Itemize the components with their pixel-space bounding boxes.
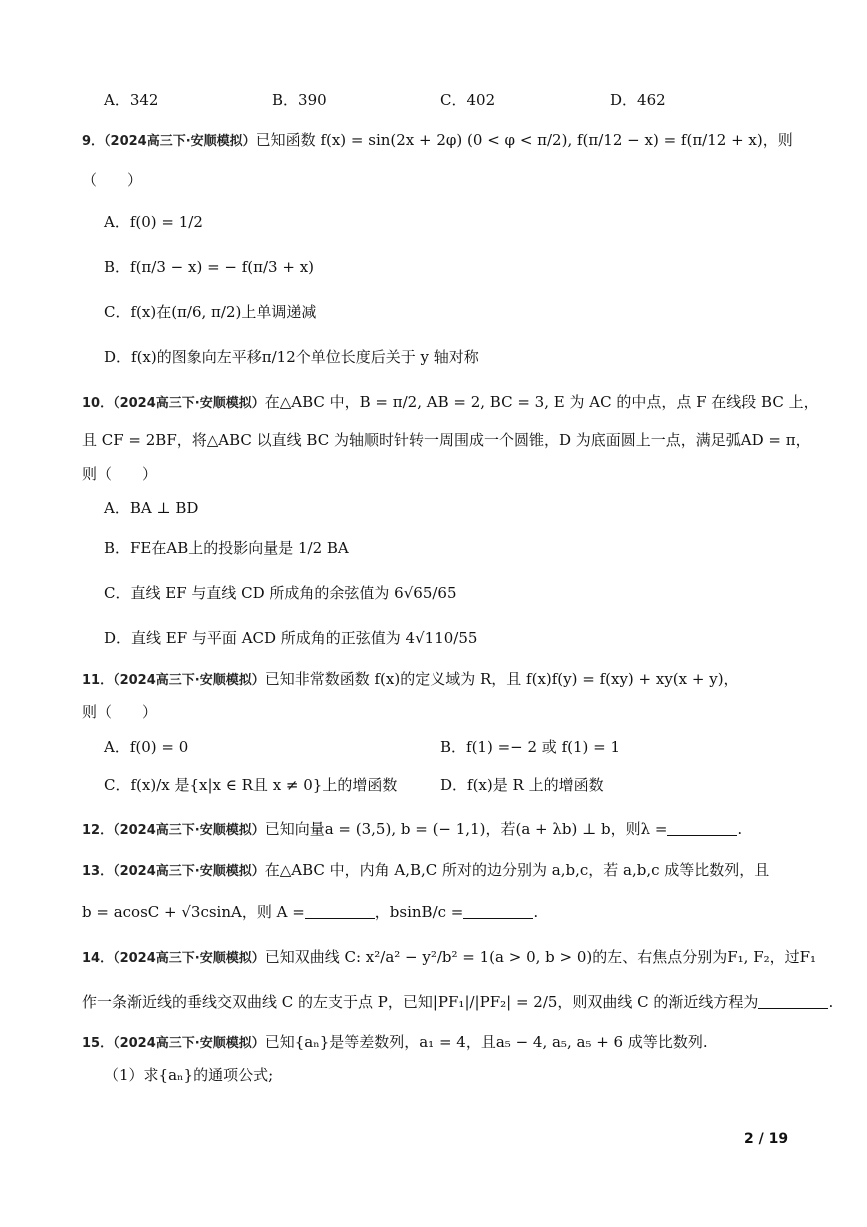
question-source: （2024高三下·安顺模拟） — [113, 673, 265, 688]
question-text: 已知{aₙ}是等差数列，a₁ = 4，且a₅ − 4, a₅, a₅ + 6 成等比数列. — [264, 1033, 708, 1051]
q10-option-c: C．直线 EF 与直线 CD 所成角的余弦值为 6√65/65 — [104, 584, 457, 602]
question-number: 11． — [82, 673, 114, 688]
q9-option-a: A．f(0) = 1/2 — [104, 213, 203, 231]
q9-option-d: D．f(x)的图象向左平移π/12个单位长度后关于 y 轴对称 — [104, 348, 479, 366]
q11-option-b: B．f(1) =− 2 或 f(1) = 1 — [440, 738, 621, 756]
q10-stem-line2: 且 CF = 2BF，将△ABC 以直线 BC 为轴顺时针转一周围成一个圆锥，D 为底面圆上一点，满足弧AD = π， — [82, 431, 811, 449]
question-source: （2024高三下·安顺模拟） — [104, 134, 256, 149]
q9-option-b: B．f(π/3 − x) = − f(π/3 + x) — [104, 258, 315, 276]
question-source: （2024高三下·安顺模拟） — [113, 864, 265, 879]
q10-stem-line1 — [82, 390, 819, 416]
period: . — [828, 993, 834, 1011]
q8-option-a: A．342 — [104, 91, 159, 109]
question-text: 已知双曲线 C: x²/a² − y²/b² = 1(a > 0, b > 0)的左、右焦点分别为F₁, F₂，过F₁ — [264, 948, 817, 966]
question-number: 10． — [82, 396, 114, 411]
page-number: 2 / 19 — [744, 1131, 789, 1147]
question-source: （2024高三下·安顺模拟） — [113, 823, 265, 838]
q11-stem-line2: 则（ ） — [82, 703, 158, 721]
question-source: （2024高三下·安顺模拟） — [113, 1036, 265, 1051]
answer-blank[interactable] — [758, 992, 828, 1009]
q10-option-d: D．直线 EF 与平面 ACD 所成角的正弦值为 4√110/55 — [104, 629, 478, 647]
question-number: 13． — [82, 864, 114, 879]
question-source: （2024高三下·安顺模拟） — [113, 396, 265, 411]
question-text: 在△ABC 中，内角 A,B,C 所对的边分别为 a,b,c，若 a,b,c 成等比数列，且 — [264, 861, 770, 879]
q11-option-a: A．f(0) = 0 — [104, 738, 189, 756]
q8-option-c: C．402 — [440, 91, 496, 109]
q8-option-d: D．462 — [610, 91, 666, 109]
q13-stem-line2 — [82, 900, 538, 924]
q15-subquestion-1: （1）求{aₙ}的通项公式; — [104, 1066, 274, 1084]
question-text: 已知非常数函数 f(x)的定义域为 R，且 f(x)f(y) = f(xy) + xy(x + y)， — [264, 670, 739, 688]
question-text: 作一条渐近线的垂线交双曲线 C 的左支于点 P，已知|PF₁|/|PF₂| = 2/5，则双曲线 C 的渐近线方程为 — [82, 993, 759, 1011]
question-number: 15． — [82, 1036, 114, 1051]
answer-blank-1[interactable] — [305, 902, 375, 919]
q8-option-b: B．390 — [272, 91, 327, 109]
question-text: ，bsinB/c = — [374, 903, 464, 921]
q10-option-b: B．FE在AB上的投影向量是 1/2 BA — [104, 539, 349, 557]
q14-stem-line2 — [82, 990, 833, 1014]
q14-stem-line1 — [82, 945, 816, 971]
question-text: 已知向量a = (3,5), b = (− 1,1)，若(a + λb) ⊥ b，则λ = — [264, 820, 668, 838]
question-number: 14． — [82, 951, 114, 966]
q13-stem-line1 — [82, 858, 769, 884]
q10-stem-line3: 则（ ） — [82, 465, 158, 483]
answer-paren: （ ） — [82, 171, 143, 189]
question-text: b = acosC + √3csinA，则 A = — [82, 903, 305, 921]
question-text: 在△ABC 中，B = π/2, AB = 2, BC = 3, E 为 AC 的中点，点 F 在线段 BC 上， — [264, 393, 819, 411]
q9-stem — [82, 128, 793, 154]
period: . — [533, 903, 539, 921]
q11-option-d: D．f(x)是 R 上的增函数 — [440, 776, 604, 794]
answer-blank[interactable] — [667, 819, 737, 836]
q11-option-c: C．f(x)/x 是{x|x ∈ R且 x ≠ 0}上的增函数 — [104, 776, 398, 794]
question-source: （2024高三下·安顺模拟） — [113, 951, 265, 966]
q10-option-a: A．BA ⊥ BD — [104, 499, 199, 517]
answer-blank-2[interactable] — [463, 902, 533, 919]
q15-stem — [82, 1030, 708, 1056]
q9-option-c: C．f(x)在(π/6, π/2)上单调递减 — [104, 303, 317, 321]
period: . — [737, 820, 743, 838]
question-text: 已知函数 f(x) = sin(2x + 2φ) (0 < φ < π/2), f(π/12 − x) = f(π/12 + x)，则 — [255, 131, 793, 149]
q11-stem-line1 — [82, 667, 739, 693]
q12-stem — [82, 817, 742, 843]
question-number: 12． — [82, 823, 114, 838]
question-number: 9． — [82, 134, 105, 149]
